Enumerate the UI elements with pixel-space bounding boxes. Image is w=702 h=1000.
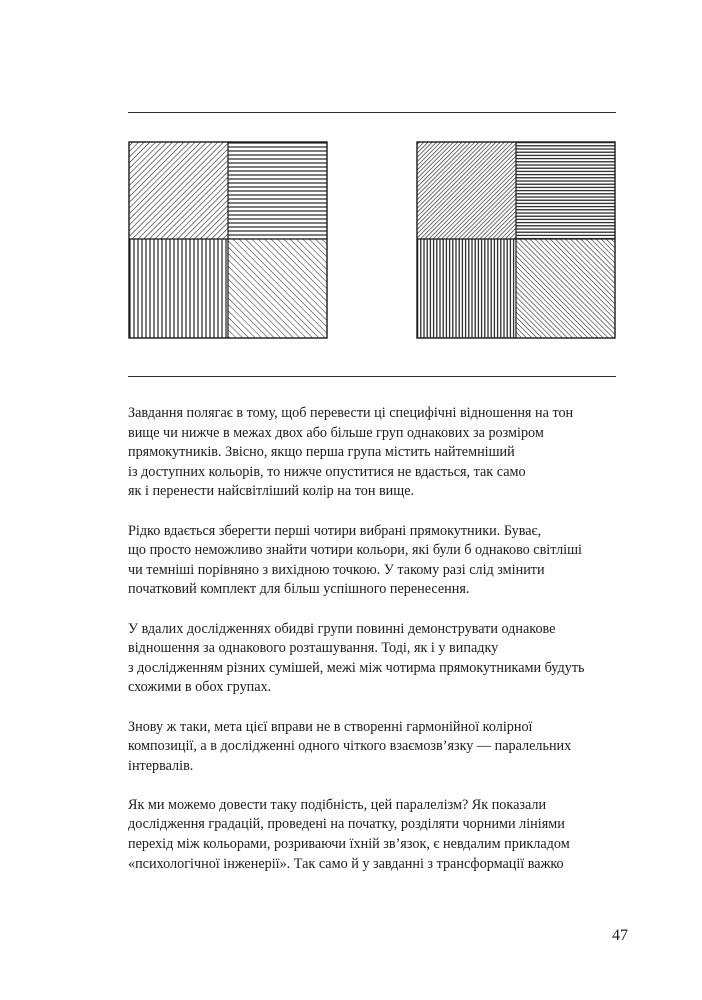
right-quadrant-top-right [516, 142, 615, 239]
text-line: чи темніші порівняно з вихідною точкою. У такому разі слід змінити [128, 561, 545, 578]
right-quadrant-top-left [417, 142, 516, 239]
text-line: із доступних кольорів, то нижче опуститися не вдасться, так само [128, 463, 526, 480]
text-line: прямокутників. Звісно, якщо перша група містить найтемніший [128, 444, 515, 461]
right-rectangle-group [416, 141, 616, 339]
paragraph-5 [128, 796, 628, 874]
text-line: перехід між кольорами, розриваючи їхній зв’язок, є невдалим прикладом [128, 836, 570, 853]
text-line: інтервалів. [128, 757, 194, 774]
paragraph-2 [128, 522, 628, 600]
left-rectangle-group [128, 141, 328, 339]
left-quadrant-bottom-left [129, 239, 228, 338]
paragraph-3 [128, 620, 628, 698]
text-line: Як ми можемо довести таку подібність, цей паралелізм? Як показали [128, 796, 547, 813]
left-group-illustration [128, 141, 328, 339]
text-line: Рідко вдається зберегти перші чотири вибрані прямокутники. Буває, [128, 522, 542, 539]
paragraph-1 [128, 404, 628, 502]
right-quadrant-bottom-left [417, 239, 516, 338]
right-group-illustration [416, 141, 616, 339]
top-divider [128, 112, 616, 113]
text-line: Завдання полягає в тому, щоб перевести ці специфічні відношення на тон [128, 405, 574, 421]
text-line: схожими в обох групах. [128, 679, 272, 696]
left-quadrant-top-right [228, 142, 327, 239]
text-line: Знову ж таки, мета цієї вправи не в створенні гармонійної колірної [128, 718, 533, 735]
page-number: 47 [612, 927, 628, 944]
text-line: вище чи нижче в межах двох або більше груп однакових за розміром [128, 424, 544, 441]
text-line: як і перенести найсвітліший колір на тон вище. [128, 483, 415, 500]
paragraph-4 [128, 718, 628, 777]
text-line: що просто неможливо знайти чотири кольори, які були б однаково світліші [128, 542, 582, 559]
bottom-divider [128, 376, 616, 377]
text-line: У вдалих дослідженнях обидві групи повинні демонструвати однакове [128, 620, 556, 637]
body-text [128, 404, 628, 894]
text-line: початковий комплект для більш успішного перенесення. [128, 581, 470, 598]
text-line: «психологічної інженерії». Так само й у завданні з трансформації важко [128, 855, 564, 872]
right-quadrant-bottom-right [516, 239, 615, 338]
left-quadrant-top-left [129, 142, 228, 239]
text-line: відношення за однакового розташування. Тоді, як і у випадку [128, 640, 499, 657]
text-line: дослідження градацій, проведені на початку, розділяти чорними лініями [128, 816, 565, 833]
text-line: композиції, а в дослідженні одного чіткого взаємозв’язку — паралельних [128, 738, 572, 755]
left-quadrant-bottom-right [228, 239, 327, 338]
text-line: з дослідженням різних сумішей, межі між чотирма прямокутниками будуть [128, 659, 585, 676]
